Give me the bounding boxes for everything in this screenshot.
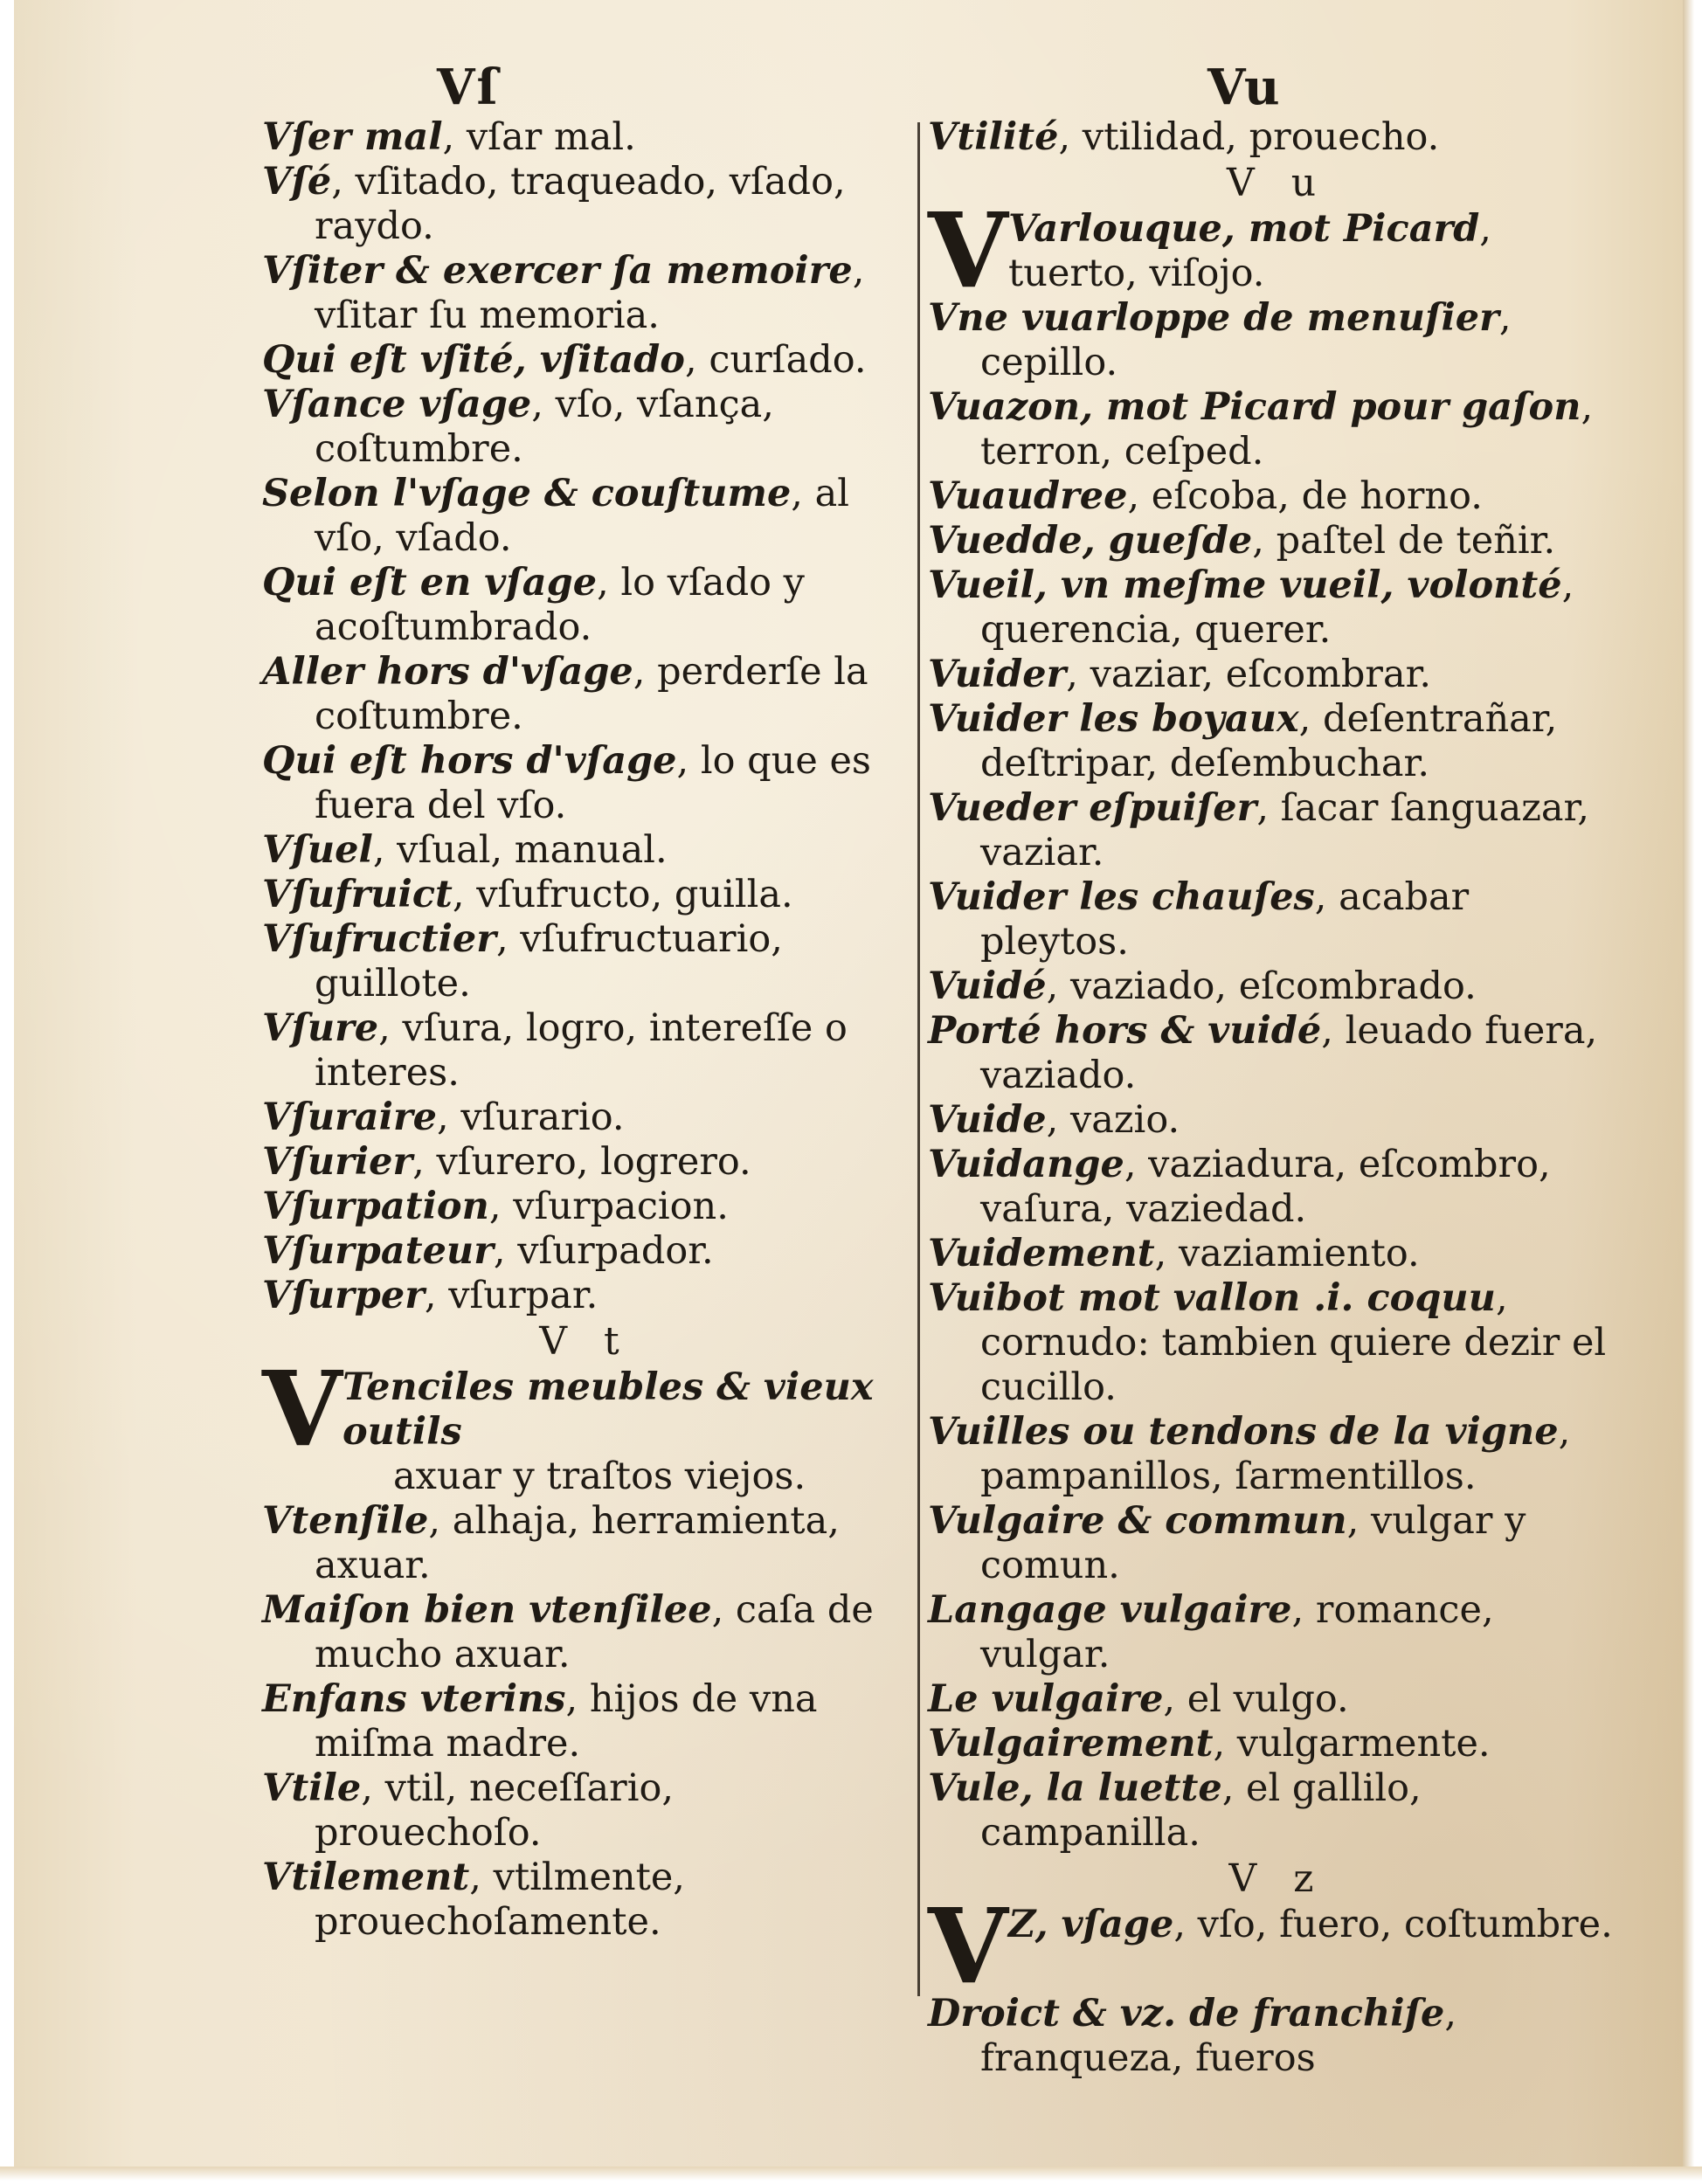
entry-headword: Vſurper xyxy=(262,1274,425,1317)
entry-headword: Vuidange xyxy=(928,1143,1124,1186)
dictionary-entry xyxy=(928,385,1627,474)
entry-headword: Droict & vz. de franchiſe xyxy=(928,1992,1445,2035)
dictionary-entry xyxy=(262,115,909,160)
entry-definition: , pampanillos, ſarmentillos. xyxy=(980,1410,1571,1498)
dictionary-entry xyxy=(262,650,909,739)
entry-headword: Vſurpateur xyxy=(262,1229,494,1273)
entry-definition: , vſitado, traqueado, vſado, raydo. xyxy=(315,160,846,248)
dictionary-entry xyxy=(928,519,1627,563)
entry-definition: , ſacar ſanguazar, vaziar. xyxy=(980,786,1590,874)
entry-definition: , paſtel de teñir. xyxy=(1252,519,1556,563)
entry-headword: Vſurpation xyxy=(262,1185,489,1228)
entry-definition: , vſar mal. xyxy=(442,115,636,159)
vz-initial-entry xyxy=(928,1885,1627,2007)
entry-headword: Vulgairement xyxy=(928,1722,1214,1766)
entry-definition: , vſurpador. xyxy=(493,1229,714,1273)
entry-definition: , el vulgo. xyxy=(1163,1677,1349,1721)
entry-headword: Vuilles ou tendons de la vigne xyxy=(928,1410,1559,1454)
entry-headword: Vuide xyxy=(928,1098,1047,1142)
entry-definition: , vſo, fuero, coſtumbre. xyxy=(1173,1903,1613,1946)
dictionary-entry xyxy=(262,1677,909,1766)
entry-headword: Aller hors d'vſage xyxy=(262,650,633,694)
entry-headword: Vſer mal xyxy=(262,115,443,159)
entry-headword: Vſufruict xyxy=(262,873,453,916)
entry-headword: Vſé xyxy=(262,160,332,204)
entry-headword: Enfans vterins xyxy=(262,1677,566,1721)
dictionary-entry xyxy=(262,873,909,917)
dictionary-entry xyxy=(262,160,909,249)
entry-definition: , alhaja, herramienta, axuar. xyxy=(315,1499,840,1587)
drop-cap: V xyxy=(928,1885,1008,2007)
dictionary-entry xyxy=(928,964,1627,1009)
entry-definition: , el gallilo, campanilla. xyxy=(980,1766,1422,1855)
section-heading-vt: V t xyxy=(539,1319,632,1364)
dictionary-entry xyxy=(928,296,1627,385)
dictionary-entry xyxy=(928,115,1627,160)
entry-definition: , vtilidad, prouecho. xyxy=(1058,115,1440,159)
entry-headword: Vuider les boyaux xyxy=(928,697,1299,741)
entry-headword: Vuedde, gueſde xyxy=(928,519,1253,563)
dictionary-entry xyxy=(262,338,909,383)
entry-definition: , vſurario. xyxy=(437,1095,625,1139)
dictionary-entry xyxy=(262,1499,909,1588)
dictionary-entry xyxy=(262,1006,909,1095)
entry-headword: Qui eſt hors d'vſage xyxy=(262,739,677,783)
entry-definition: , terron, ceſped. xyxy=(980,385,1594,473)
dictionary-entry xyxy=(928,653,1627,697)
entry-headword: Varlouque, mot Picard xyxy=(1008,207,1480,251)
dictionary-entry xyxy=(262,1274,909,1318)
dictionary-entry xyxy=(262,1185,909,1229)
dictionary-entry xyxy=(262,828,909,873)
vt-initial-entry xyxy=(262,1348,909,1499)
entry-definition: , vſitar ſu memoria. xyxy=(315,249,865,337)
entry-definition: , franqueza, fueros xyxy=(980,1992,1457,2080)
dictionary-entry xyxy=(928,1276,1627,1410)
dictionary-entry xyxy=(928,1499,1627,1588)
dictionary-entry xyxy=(928,563,1627,653)
drop-cap: V xyxy=(928,190,1008,311)
entry-definition: , curſado. xyxy=(684,338,867,382)
dictionary-entry xyxy=(262,1766,909,1856)
running-head-right: Vu xyxy=(1207,59,1282,116)
entry-definition: , vſo, vſança, coſtumbre. xyxy=(315,383,774,471)
entry-headword: Vtilité xyxy=(928,115,1059,159)
entry-headword: Vule, la luette xyxy=(928,1766,1222,1810)
dictionary-entry xyxy=(928,786,1627,875)
dictionary-entry xyxy=(928,697,1627,786)
dictionary-entry xyxy=(262,739,909,828)
entry-definition: , vſufructo, guilla. xyxy=(452,873,793,916)
dictionary-entry xyxy=(928,474,1627,519)
entry-definition: , vſual, manual. xyxy=(372,828,668,872)
entry-definition: , vaziado, eſcombrado. xyxy=(1046,964,1477,1008)
entry-headword: Vſurier xyxy=(262,1140,413,1184)
entry-headword: Selon l'vſage & couſtume xyxy=(262,472,792,515)
entry-headword: Vtile xyxy=(262,1766,362,1810)
entry-headword: Vſance vſage xyxy=(262,383,532,426)
dictionary-entry xyxy=(262,472,909,561)
entry-headword: Vueder eſpuiſer xyxy=(928,786,1257,830)
entry-definition: , cepillo. xyxy=(980,296,1512,384)
entry-headword: Vuidement xyxy=(928,1232,1155,1275)
entry-headword: Vtilement xyxy=(262,1856,470,1899)
entry-definition: , leuado fuera, vaziado. xyxy=(980,1009,1598,1097)
entry-definition: , vtil, neceſſario, prouechoſo. xyxy=(315,1766,675,1855)
entry-definition: , hijos de vna miſma madre. xyxy=(315,1677,818,1766)
drop-cap: V xyxy=(262,1348,342,1469)
entry-headword: Vuibot mot vallon .i. coquu xyxy=(928,1276,1496,1320)
entry-definition: , lo que es fuera del vſo. xyxy=(315,739,871,827)
dictionary-entry xyxy=(262,249,909,338)
dictionary-entry xyxy=(928,1232,1627,1276)
dictionary-entry xyxy=(262,1856,909,1945)
entry-definition: , tuerto, viſojo. xyxy=(1008,207,1491,295)
dictionary-entry xyxy=(262,1588,909,1677)
entry-headword: Maiſon bien vtenſilee xyxy=(262,1588,712,1632)
entry-definition: , vſufructuario, guillote. xyxy=(315,917,783,1006)
entry-definition: , caſa de mucho axuar. xyxy=(315,1588,874,1676)
right-entries-b xyxy=(928,296,1627,1856)
column-rule xyxy=(917,122,920,1996)
dictionary-entry xyxy=(928,1722,1627,1766)
entry-definition: , vaziamiento. xyxy=(1154,1232,1420,1275)
entry-headword: Qui eſt en vſage xyxy=(262,561,598,605)
section-heading-vz: V z xyxy=(1228,1856,1326,1901)
entry-headword: Vſuraire xyxy=(262,1095,437,1139)
entry-definition: , vſurpar. xyxy=(424,1274,598,1317)
right-column xyxy=(928,61,1627,2081)
left-entries-b xyxy=(262,1499,909,1945)
dictionary-entry xyxy=(928,1098,1627,1143)
entry-headword: Le vulgaire xyxy=(928,1677,1164,1721)
dictionary-entry xyxy=(262,1229,909,1274)
entry-headword: Vuidé xyxy=(928,964,1047,1008)
left-entries-a xyxy=(262,115,909,1318)
entry-definition: , vulgar y comun. xyxy=(980,1499,1526,1587)
entry-definition: , vſurero, logrero. xyxy=(412,1140,751,1184)
entry-headword: Vne vuarloppe de menuſier xyxy=(928,296,1499,340)
entry-definition: , vulgarmente. xyxy=(1213,1722,1491,1766)
running-head-left: Vſ xyxy=(437,59,500,116)
scan-margin-left xyxy=(0,0,14,2184)
entry-headword: Porté hors & vuidé xyxy=(928,1009,1322,1053)
entry-definition: , perderſe la coſtumbre. xyxy=(315,650,868,738)
entry-definition: axuar y traſtos viejos. xyxy=(393,1455,806,1498)
entry-headword: Tenciles meubles & vieux outils xyxy=(342,1365,874,1454)
entry-headword: Vuazon, mot Picard pour gaſon xyxy=(928,385,1581,429)
right-entries-a xyxy=(928,115,1627,160)
entry-definition: , vazio. xyxy=(1046,1098,1180,1142)
entry-definition: , vtilmente, prouechoſamente. xyxy=(315,1856,685,1944)
entry-definition: , vaziadura, eſcombro, vaſura, vaziedad. xyxy=(980,1143,1551,1231)
dictionary-entry xyxy=(262,1095,909,1140)
scan-margin-right xyxy=(1683,0,1702,2184)
entry-headword: Vſuel xyxy=(262,828,373,872)
entry-headword: Vſure xyxy=(262,1006,379,1050)
entry-headword: Vuider xyxy=(928,653,1067,696)
dictionary-entry xyxy=(262,383,909,472)
entry-headword: Vſiter & exercer ſa memoire xyxy=(262,249,853,293)
dictionary-entry xyxy=(928,1766,1627,1856)
right-entries-c xyxy=(928,1992,1627,2081)
scan-margin-bottom xyxy=(0,2167,1702,2184)
entry-headword: Vulgaire & commun xyxy=(928,1499,1347,1543)
entry-definition: , deſentrañar, deſtripar, deſembuchar. xyxy=(980,697,1558,785)
left-column xyxy=(262,61,909,1945)
entry-definition: , vſura, logro, intereſſe o interes. xyxy=(315,1006,848,1095)
dictionary-entry xyxy=(928,1677,1627,1722)
dictionary-entry xyxy=(928,1009,1627,1098)
entry-definition: , vaziar, eſcombrar. xyxy=(1066,653,1432,696)
entry-definition: , acabar pleytos. xyxy=(980,875,1470,964)
entry-definition: , querencia, querer. xyxy=(980,563,1574,652)
entry-headword: Qui eſt vſité, vſitado xyxy=(262,338,685,382)
entry-definition: , lo vſado y acoſtumbrado. xyxy=(315,561,805,649)
dictionary-entry xyxy=(928,1143,1627,1232)
entry-definition: , romance, vulgar. xyxy=(980,1588,1494,1676)
entry-headword: Z, vſage xyxy=(1008,1903,1174,1946)
entry-headword: Vuaudree xyxy=(928,474,1128,518)
dictionary-entry xyxy=(928,1410,1627,1499)
entry-definition: , al vſo, vſado. xyxy=(315,472,850,560)
dictionary-entry xyxy=(262,561,909,650)
dictionary-entry xyxy=(928,875,1627,964)
entry-headword: Vuider les chauſes xyxy=(928,875,1315,919)
entry-definition: , eſcoba, de horno. xyxy=(1127,474,1483,518)
entry-headword: Langage vulgaire xyxy=(928,1588,1292,1632)
entry-headword: Vſufructier xyxy=(262,917,496,961)
dictionary-entry xyxy=(262,1140,909,1185)
vu-initial-entry xyxy=(928,190,1627,311)
entry-headword: Vueil, vn meſme vueil, volonté xyxy=(928,563,1562,607)
entry-definition: , cornudo: tambien quiere dezir el cucillo. xyxy=(980,1276,1607,1409)
dictionary-entry xyxy=(928,1588,1627,1677)
entry-headword: Vtenſile xyxy=(262,1499,429,1543)
entry-definition: , vſurpacion. xyxy=(488,1185,729,1228)
dictionary-entry xyxy=(262,917,909,1006)
section-heading-vu: V u xyxy=(1226,161,1329,205)
dictionary-entry xyxy=(928,1992,1627,2081)
